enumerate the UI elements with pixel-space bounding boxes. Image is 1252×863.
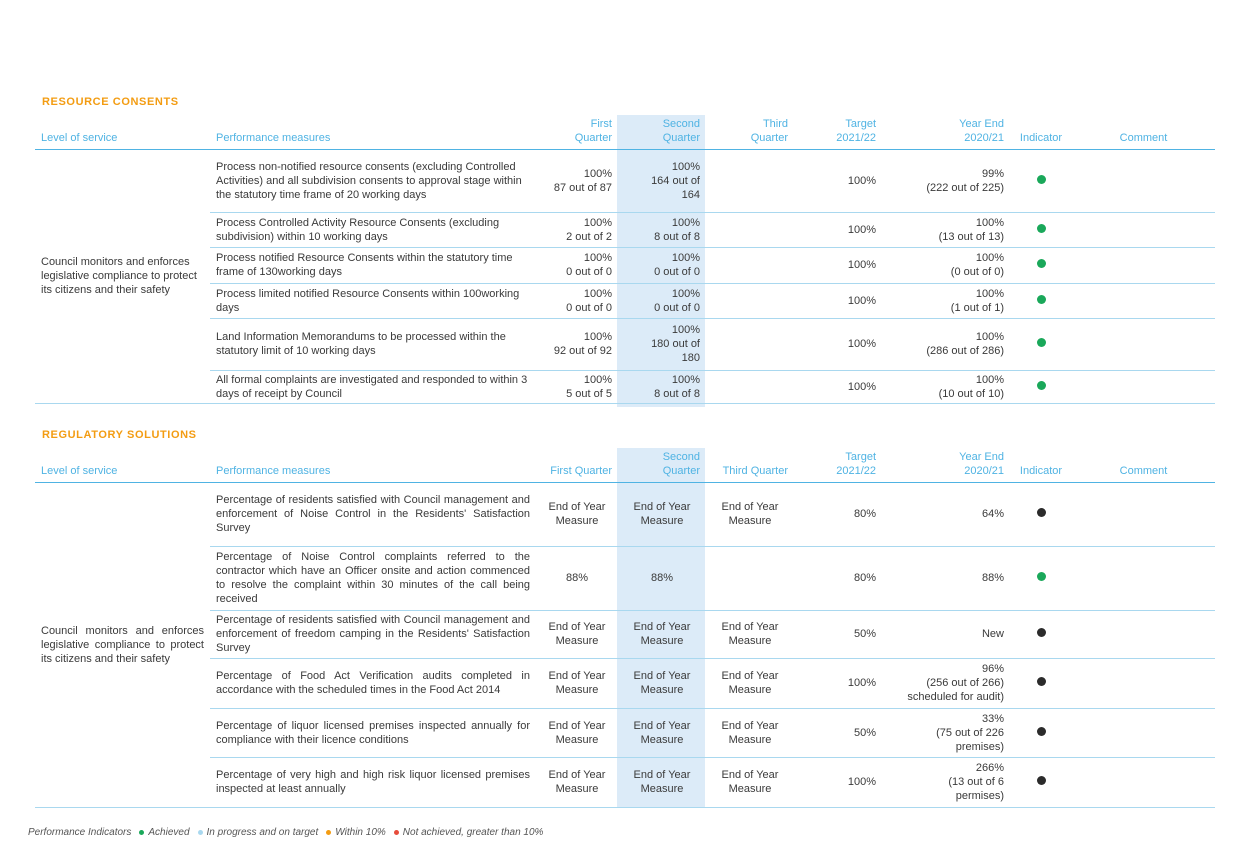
header-third-quarter: Third Quarter bbox=[706, 448, 794, 482]
year-end-value: 266% (13 out of 6 permises) bbox=[882, 757, 1010, 807]
measure-text: Percentage of liquor licensed premises inspected annually for compliance with their licence conditions bbox=[210, 708, 536, 757]
table-row bbox=[35, 247, 1215, 283]
first-quarter-value: 100% 92 out of 92 bbox=[536, 318, 618, 370]
resource-consents-title: RESOURCE CONSENTS bbox=[42, 96, 179, 108]
indicator-cell bbox=[1010, 757, 1072, 807]
indicator-cell bbox=[1010, 247, 1072, 283]
year-end-value: 64% bbox=[882, 482, 1010, 546]
comment-cell bbox=[1072, 546, 1215, 610]
comment-cell bbox=[1072, 283, 1215, 318]
header-indicator: Indicator bbox=[1010, 115, 1072, 149]
comment-cell bbox=[1072, 212, 1215, 247]
second-quarter-value: 88% bbox=[618, 546, 706, 610]
third-quarter-value: End of Year Measure bbox=[706, 610, 794, 658]
indicator-cell bbox=[1010, 708, 1072, 757]
end-of-year-indicator-icon bbox=[1037, 727, 1046, 736]
indicator-cell bbox=[1010, 610, 1072, 658]
level-of-service-text: Council monitors and enforces legislative compliance to protect its citizens and their safety bbox=[35, 149, 210, 403]
header-year-end: Year End 2020/21 bbox=[882, 115, 1010, 149]
first-quarter-value: 100% 5 out of 5 bbox=[536, 370, 618, 403]
third-quarter-value: End of Year Measure bbox=[706, 708, 794, 757]
second-quarter-value: 100% 0 out of 0 bbox=[618, 247, 706, 283]
target-value: 50% bbox=[794, 610, 882, 658]
second-quarter-value: 100% 0 out of 0 bbox=[618, 283, 706, 318]
third-quarter-value bbox=[706, 318, 794, 370]
third-quarter-value bbox=[706, 370, 794, 403]
table-row bbox=[35, 546, 1215, 610]
first-quarter-value: End of Year Measure bbox=[536, 708, 618, 757]
achieved-indicator-icon bbox=[1037, 295, 1046, 304]
table-row bbox=[35, 658, 1215, 708]
comment-cell bbox=[1072, 318, 1215, 370]
header-performance-measures: Performance measures bbox=[210, 115, 536, 149]
measure-text: Percentage of very high and high risk liquor licensed premises inspected at least annually bbox=[210, 757, 536, 807]
second-quarter-value: 100% 8 out of 8 bbox=[618, 370, 706, 403]
header-first-quarter: First Quarter bbox=[536, 448, 618, 482]
third-quarter-value: End of Year Measure bbox=[706, 482, 794, 546]
indicator-cell bbox=[1010, 370, 1072, 403]
table-row bbox=[35, 757, 1215, 807]
header-second-quarter: Second Quarter bbox=[618, 448, 706, 482]
legend-item-within-10 bbox=[326, 827, 386, 838]
first-quarter-value: End of Year Measure bbox=[536, 658, 618, 708]
achieved-indicator-icon bbox=[1037, 224, 1046, 233]
comment-cell bbox=[1072, 658, 1215, 708]
first-quarter-value: 88% bbox=[536, 546, 618, 610]
target-value: 100% bbox=[794, 658, 882, 708]
year-end-value: 88% bbox=[882, 546, 1010, 610]
end-of-year-indicator-icon bbox=[1037, 628, 1046, 637]
header-level-of-service: Level of service bbox=[35, 448, 210, 482]
measure-text: Percentage of residents satisfied with Council management and enforcement of freedom camping in the Residents' Satisfaction Survey bbox=[210, 610, 536, 658]
second-quarter-value: 100% 180 out of 180 bbox=[618, 318, 706, 370]
first-quarter-value: 100% 0 out of 0 bbox=[536, 247, 618, 283]
measure-text: Land Information Memorandums to be processed within the statutory limit of 10 working days bbox=[210, 318, 536, 370]
measure-text: Percentage of residents satisfied with Council management and enforcement of Noise Control in the Residents' Satisfaction Survey bbox=[210, 482, 536, 546]
measure-text: Percentage of Food Act Verification audits completed in accordance with the scheduled times in the Food Act 2014 bbox=[210, 658, 536, 708]
target-value: 100% bbox=[794, 318, 882, 370]
table-row bbox=[35, 149, 1215, 212]
indicator-cell bbox=[1010, 482, 1072, 546]
legend-text: In progress and on target bbox=[206, 827, 319, 838]
second-quarter-value: 100% 164 out of 164 bbox=[618, 149, 706, 212]
legend-item-not-achieved bbox=[394, 827, 544, 838]
table-row bbox=[35, 482, 1215, 546]
first-quarter-value: End of Year Measure bbox=[536, 482, 618, 546]
year-end-value: 100% (0 out of 0) bbox=[882, 247, 1010, 283]
indicator-cell bbox=[1010, 546, 1072, 610]
end-of-year-indicator-icon bbox=[1037, 508, 1046, 517]
header-comment: Comment bbox=[1072, 448, 1215, 482]
header-level-of-service: Level of service bbox=[35, 115, 210, 149]
second-quarter-value: End of Year Measure bbox=[618, 610, 706, 658]
indicator-cell bbox=[1010, 283, 1072, 318]
third-quarter-value bbox=[706, 247, 794, 283]
achieved-indicator-icon bbox=[1037, 572, 1046, 581]
third-quarter-value bbox=[706, 149, 794, 212]
header-performance-measures: Performance measures bbox=[210, 448, 536, 482]
table-row bbox=[35, 318, 1215, 370]
table-row bbox=[35, 370, 1215, 403]
measure-text: Process limited notified Resource Consents within 100working days bbox=[210, 283, 536, 318]
table-row bbox=[35, 708, 1215, 757]
legend-text: Achieved bbox=[148, 827, 190, 838]
legend-label: Performance Indicators bbox=[28, 827, 132, 838]
year-end-value: 33% (75 out of 226 premises) bbox=[882, 708, 1010, 757]
year-end-value: 100% (13 out of 13) bbox=[882, 212, 1010, 247]
first-quarter-value: End of Year Measure bbox=[536, 610, 618, 658]
regulatory-solutions-table bbox=[35, 448, 1215, 808]
table-row bbox=[35, 610, 1215, 658]
end-of-year-indicator-icon bbox=[1037, 677, 1046, 686]
legend-item-achieved bbox=[139, 827, 189, 838]
orange-dot-icon bbox=[326, 830, 331, 835]
comment-cell bbox=[1072, 482, 1215, 546]
indicator-cell bbox=[1010, 149, 1072, 212]
header-second-quarter: Second Quarter bbox=[618, 115, 706, 149]
header-indicator: Indicator bbox=[1010, 448, 1072, 482]
first-quarter-value: 100% 87 out of 87 bbox=[536, 149, 618, 212]
target-value: 100% bbox=[794, 283, 882, 318]
year-end-value: 99% (222 out of 225) bbox=[882, 149, 1010, 212]
third-quarter-value bbox=[706, 283, 794, 318]
indicator-cell bbox=[1010, 658, 1072, 708]
comment-cell bbox=[1072, 149, 1215, 212]
third-quarter-value: End of Year Measure bbox=[706, 658, 794, 708]
first-quarter-value: 100% 2 out of 2 bbox=[536, 212, 618, 247]
performance-legend bbox=[28, 827, 543, 838]
target-value: 50% bbox=[794, 708, 882, 757]
third-quarter-value bbox=[706, 212, 794, 247]
achieved-indicator-icon bbox=[1037, 338, 1046, 347]
first-quarter-value: End of Year Measure bbox=[536, 757, 618, 807]
achieved-indicator-icon bbox=[1037, 259, 1046, 268]
header-year-end: Year End 2020/21 bbox=[882, 448, 1010, 482]
red-dot-icon bbox=[394, 830, 399, 835]
legend-text: Not achieved, greater than 10% bbox=[402, 827, 544, 838]
target-value: 100% bbox=[794, 212, 882, 247]
measure-text: Process non-notified resource consents (excluding Controlled Activities) and all subdivision consents to approval stage within the statutory time frame of 20 working days bbox=[210, 149, 536, 212]
achieved-indicator-icon bbox=[1037, 381, 1046, 390]
green-dot-icon bbox=[139, 830, 144, 835]
achieved-indicator-icon bbox=[1037, 175, 1046, 184]
table-row bbox=[35, 283, 1215, 318]
second-quarter-value: End of Year Measure bbox=[618, 757, 706, 807]
year-end-value: New bbox=[882, 610, 1010, 658]
target-value: 100% bbox=[794, 247, 882, 283]
header-third-quarter: Third Quarter bbox=[706, 115, 794, 149]
legend-text: Within 10% bbox=[335, 827, 386, 838]
measure-text: Process notified Resource Consents within the statutory time frame of 130working days bbox=[210, 247, 536, 283]
end-of-year-indicator-icon bbox=[1037, 776, 1046, 785]
comment-cell bbox=[1072, 610, 1215, 658]
light-blue-dot-icon bbox=[198, 830, 203, 835]
indicator-cell bbox=[1010, 318, 1072, 370]
year-end-value: 100% (1 out of 1) bbox=[882, 283, 1010, 318]
header-target: Target 2021/22 bbox=[794, 115, 882, 149]
comment-cell bbox=[1072, 247, 1215, 283]
second-quarter-value: End of Year Measure bbox=[618, 708, 706, 757]
measure-text: Percentage of Noise Control complaints referred to the contractor which have an Officer onsite and action commenced to resolve the complaint within 30 minutes of the call being received bbox=[210, 546, 536, 610]
regulatory-solutions-title: REGULATORY SOLUTIONS bbox=[42, 429, 197, 441]
comment-cell bbox=[1072, 370, 1215, 403]
third-quarter-value: End of Year Measure bbox=[706, 757, 794, 807]
third-quarter-value bbox=[706, 546, 794, 610]
header-first-quarter: First Quarter bbox=[536, 115, 618, 149]
table-row bbox=[35, 212, 1215, 247]
regulatory-header-row bbox=[35, 448, 1215, 482]
year-end-value: 100% (286 out of 286) bbox=[882, 318, 1010, 370]
resource-consents-table bbox=[35, 115, 1215, 404]
comment-cell bbox=[1072, 708, 1215, 757]
first-quarter-value: 100% 0 out of 0 bbox=[536, 283, 618, 318]
year-end-value: 100% (10 out of 10) bbox=[882, 370, 1010, 403]
indicator-cell bbox=[1010, 212, 1072, 247]
second-quarter-value: 100% 8 out of 8 bbox=[618, 212, 706, 247]
target-value: 100% bbox=[794, 149, 882, 212]
measure-text: All formal complaints are investigated and responded to within 3 days of receipt by Council bbox=[210, 370, 536, 403]
legend-item-in-progress bbox=[198, 827, 319, 838]
measure-text: Process Controlled Activity Resource Consents (excluding subdivision) within 10 working days bbox=[210, 212, 536, 247]
target-value: 80% bbox=[794, 546, 882, 610]
comment-cell bbox=[1072, 757, 1215, 807]
level-of-service-text: Council monitors and enforces legislative compliance to protect its citizens and their safety bbox=[35, 482, 210, 807]
header-comment: Comment bbox=[1072, 115, 1215, 149]
target-value: 100% bbox=[794, 370, 882, 403]
target-value: 100% bbox=[794, 757, 882, 807]
header-target: Target 2021/22 bbox=[794, 448, 882, 482]
resource-header-row bbox=[35, 115, 1215, 149]
year-end-value: 96% (256 out of 266) scheduled for audit) bbox=[882, 658, 1010, 708]
target-value: 80% bbox=[794, 482, 882, 546]
second-quarter-value: End of Year Measure bbox=[618, 658, 706, 708]
second-quarter-value: End of Year Measure bbox=[618, 482, 706, 546]
